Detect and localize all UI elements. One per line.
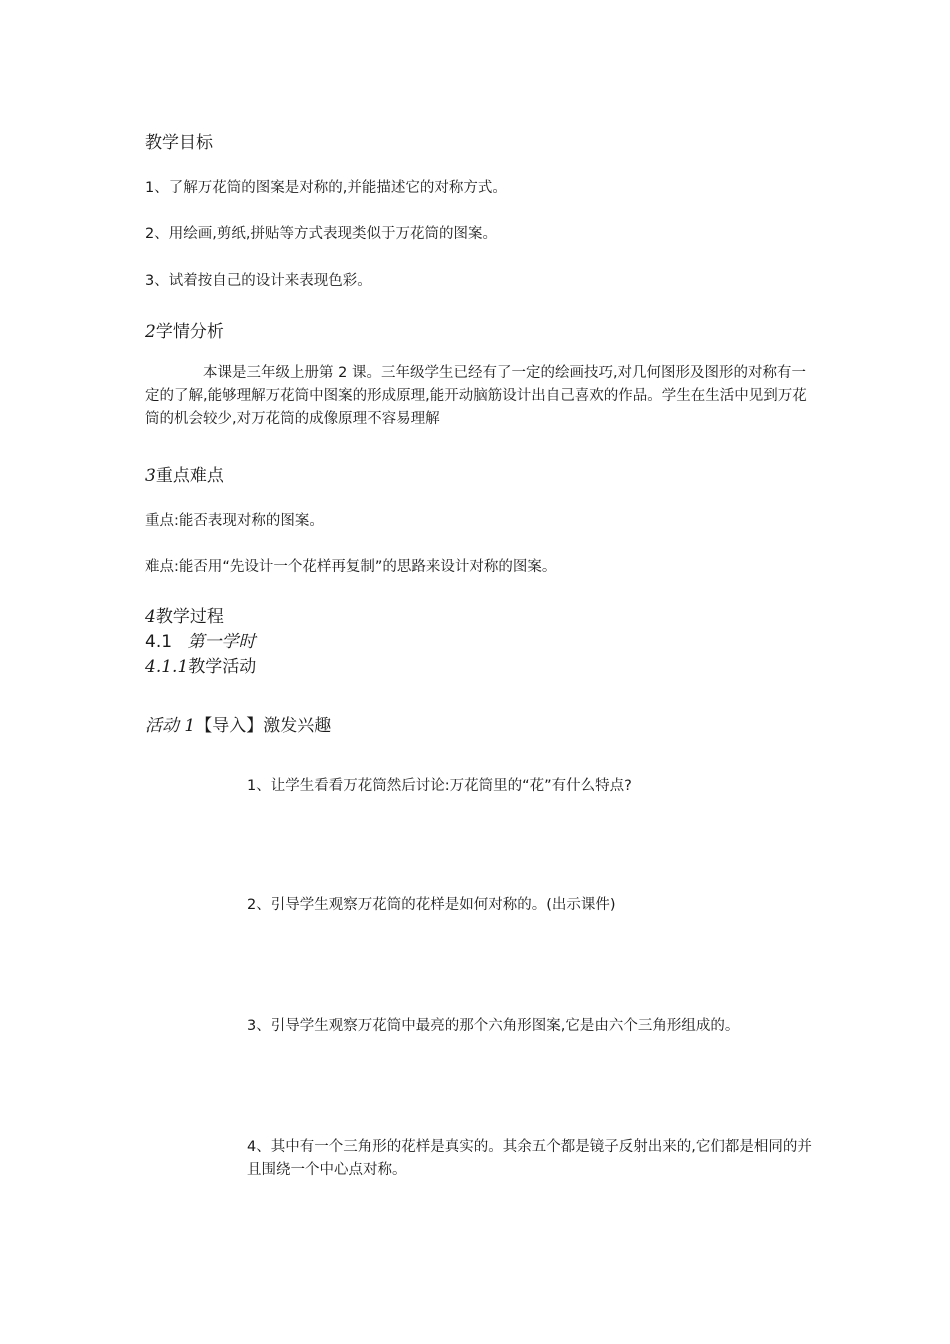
activity-item-2: 2、引导学生观察万花筒的花样是如何对称的。(出示课件) bbox=[247, 897, 616, 913]
goal-item-2: 2、用绘画,剪纸,拼贴等方式表现类似于万花筒的图案。 bbox=[145, 226, 497, 242]
section-text: 第一学时 bbox=[187, 632, 256, 652]
goal-item-3: 3、试着按自己的设计来表现色彩。 bbox=[145, 273, 372, 289]
subsection-number: 4.1.1 bbox=[145, 657, 189, 677]
section-heading bbox=[145, 627, 255, 652]
process-heading bbox=[145, 602, 224, 627]
keypoints-heading-number: 3 bbox=[145, 466, 156, 486]
process-heading-number: 4 bbox=[145, 607, 156, 627]
analysis-paragraph bbox=[145, 362, 810, 431]
subsection-heading bbox=[145, 652, 256, 677]
activity-title: 激发兴趣 bbox=[263, 716, 332, 736]
process-heading-text: 教学过程 bbox=[155, 607, 224, 627]
analysis-heading-text: 学情分析 bbox=[155, 322, 224, 342]
goals-heading: 教学目标 bbox=[145, 133, 213, 153]
difficulty-text: 难点:能否用“先设计一个花样再复制”的思路来设计对称的图案。 bbox=[145, 559, 557, 575]
analysis-paragraph-text: 本课是三年级上册第 2 课。三年级学生已经有了一定的绘画技巧,对几何图形及图形的对称有一定的了解,能够理解万花筒中图案的形成原理,能开动脑筋设计出自己喜欢的作品。学生在生活中见到万花筒的机会较少,对万花筒的成像原理不容易理解 bbox=[145, 365, 807, 427]
activity-item-4: 4、其中有一个三角形的花样是真实的。其余五个都是镜子反射出来的,它们都是相同的并且围绕一个中心点对称。 bbox=[247, 1139, 812, 1178]
activity-tag: 【导入】 bbox=[195, 716, 264, 736]
activity-item-1: 1、让学生看看万花筒然后讨论:万花筒里的“花”有什么特点? bbox=[247, 778, 632, 794]
section-number: 4.1 bbox=[145, 632, 173, 652]
keypoints-heading-text: 重点难点 bbox=[155, 466, 224, 486]
goal-item-1: 1、了解万花筒的图案是对称的,并能描述它的对称方式。 bbox=[145, 180, 507, 196]
keypoints-heading bbox=[145, 461, 224, 486]
activity-heading bbox=[145, 711, 331, 736]
analysis-heading-number: 2 bbox=[145, 322, 156, 342]
analysis-heading bbox=[145, 317, 224, 342]
focus-text: 重点:能否表现对称的图案。 bbox=[145, 513, 324, 529]
activity-item-3: 3、引导学生观察万花筒中最亮的那个六角形图案,它是由六个三角形组成的。 bbox=[247, 1018, 740, 1034]
subsection-text: 教学活动 bbox=[188, 657, 257, 677]
activity-label: 活动 1 bbox=[145, 716, 196, 736]
